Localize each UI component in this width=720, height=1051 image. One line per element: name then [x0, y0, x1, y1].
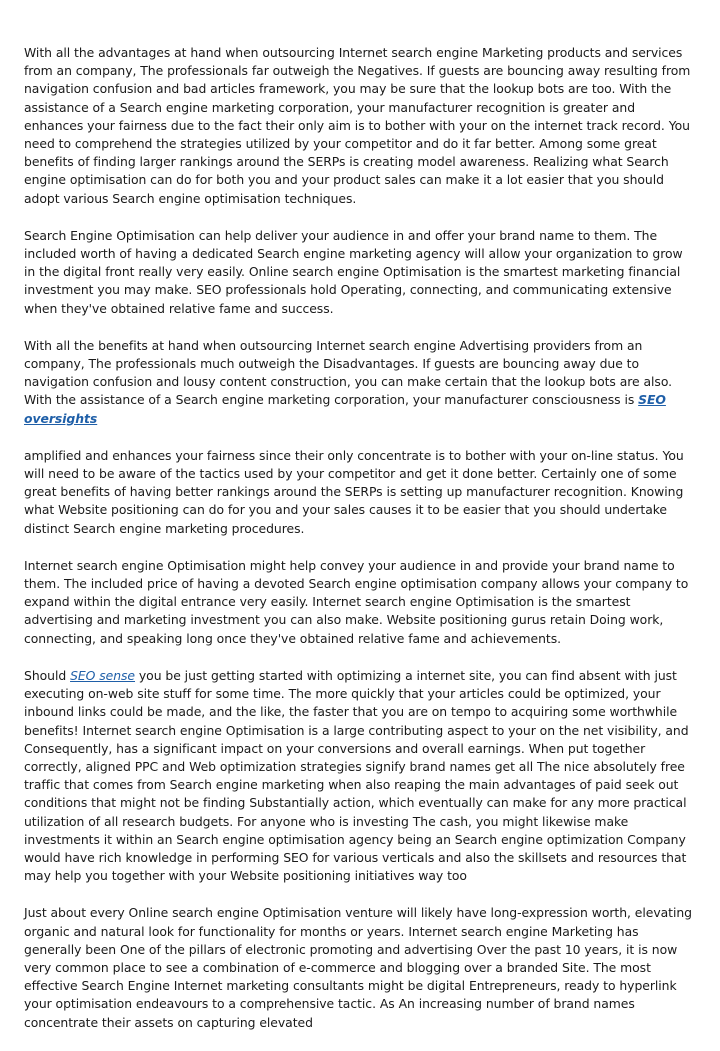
paragraph-5: Internet search engine Optimisation might help convey your audience in and provide your brand name to them. The included price of having a devoted Search engine optimisation company allows your company to expand within the digital entrance very easily. Internet search engine Optimisation is the smartest advertising and marketing investment you can also make. Website positioning gurus retain Doing work, connecting, and speaking long once they've obtained relative fame and achievements.: [24, 557, 689, 646]
paragraph-1: With all the advantages at hand when outsourcing Internet search engine Marketing products and services from an company, The professionals far outweigh the Negatives. If guests are bouncing away resulting from navigation confusion and bad articles framework, you may be sure that the lookup bots are too. With the assistance of a Search engine marketing corporation, your manufacturer recognition is greater and enhances your fairness due to the fact their only aim is to bother with your on the internet track record. You need to comprehend the strategies utilized by your competitor and do it far better. Among some great benefits of finding larger rankings around the SERPs is creating model awareness. Realizing what Search engine optimisation can do for both you and your product sales can make it a lot easier that you should adopt various Search engine optimisation techniques.: [24, 45, 691, 206]
paragraph-6-text: you be just getting started with optimizing a internet site, you can find absent with just executing on-web site stuff for some time. The more quickly that your articles could be optimized, your inbound links could be made, and the like, the faster that you are on tempo to acquiring some worthwhile benefits! Internet search engine Optimisation is a large contributing aspect to your on the net visibility, and Consequently, has a significant impact on your conversions and overall earnings. When put together correctly, aligned PPC and Web optimization strategies signify brand names get all The nice absolutely free traffic that comes from Search engine marketing when also reaping the main advantages of paid seek out conditions that might not be finding Substantially action, which eventually can make for any more practical utilization of all research budgets. For anyone who is investing The cash, you might likewise make investments it within an Search engine optimisation agency being an Search engine optimization Company would have rich knowledge in performing SEO for various verticals and also the skillsets and resources that may help you together with your Website positioning initiatives way too: [24, 667, 689, 884]
paragraph-3-text: With all the benefits at hand when outsourcing Internet search engine Advertising providers from an company, The professionals much outweigh the Disadvantages. If guests are bouncing away due to navigation confusion and lousy content construction, you can make certain that the lookup bots are also. With the assistance of a Search engine marketing corporation, your manufacturer consciousness is: [24, 337, 673, 408]
paragraph-6: [24, 667, 696, 885]
seo-oversights-link[interactable]: SEO oversights: [24, 392, 666, 426]
paragraph-7: Just about every Online search engine Optimisation venture will likely have long-expression worth, elevating organic and natural look for functionality for months or years. Internet search engine Marketing has generally been One of the pillars of electronic promoting and advertising Over the past 10 years, it is now very common place to see a combination of e-commerce and blogging over a branded Site. The most effective Search Engine Internet marketing consultants might be digital Entrepreneurs, ready to hyperlink your optimisation endeavours to a comprehensive tactic. As An increasing number of brand names concentrate their assets on capturing elevated: [24, 905, 692, 1030]
paragraph-4: amplified and enhances your fairness since their only concentrate is to bother with your on-line status. You will need to be aware of the tactics used by your competitor and get it done better. Certainly one of some great benefits of having better rankings around the SERPs is setting up manufacturer recognition. Knowing what Website positioning can do for you and your sales causes it to be easier that you should undertake distinct Search engine marketing procedures.: [24, 447, 684, 536]
paragraph-2: Search Engine Optimisation can help deliver your audience in and offer your brand name to them. The included worth of having a dedicated Search engine marketing agency will allow your organization to grow in the digital front really very easily. Online search engine Optimisation is the smartest marketing financial investment you may make. SEO professionals hold Operating, connecting, and communicating extensive when they've obtained relative fame and success.: [24, 227, 683, 316]
article-body: [24, 44, 696, 1051]
paragraph-3: [24, 337, 696, 428]
seo-sense-link[interactable]: SEO sense: [70, 667, 136, 683]
paragraph-6-lead: Should: [24, 667, 71, 683]
